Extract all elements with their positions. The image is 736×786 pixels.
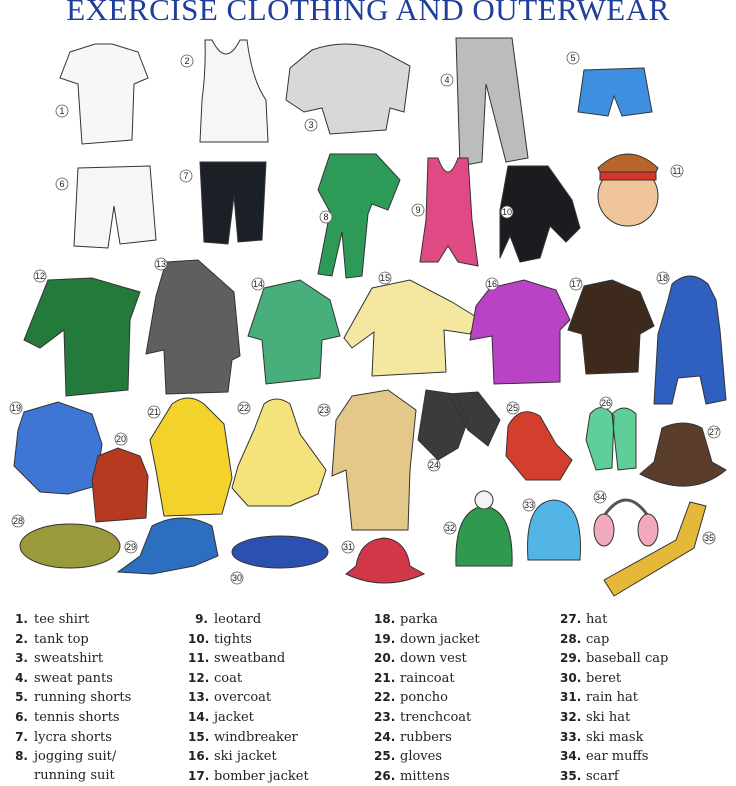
- svg-text:2: 2: [184, 56, 190, 66]
- legend-item: 21. raincoat: [374, 670, 455, 686]
- legend-item: 34. ear muffs: [560, 749, 649, 765]
- legend-item: 25. gloves: [374, 749, 443, 765]
- legend-item: 20. down vest: [374, 651, 467, 667]
- gloves-illustration: [506, 412, 572, 480]
- svg-text:9: 9: [415, 205, 421, 215]
- ski-hat-illustration: [456, 506, 512, 566]
- sweat-pants-illustration: [456, 38, 528, 166]
- legend-item: 35. scarf: [560, 768, 619, 784]
- legend-item: 31. rain hat: [560, 690, 638, 706]
- legend-item: 6. tennis shorts: [15, 709, 120, 725]
- legend-item: 32. ski hat: [560, 709, 631, 725]
- trenchcoat-illustration: [332, 390, 416, 530]
- coat-illustration: [24, 278, 140, 396]
- legend-item: 18. parka: [374, 612, 438, 627]
- svg-text:27: 27: [708, 427, 720, 437]
- svg-text:21: 21: [148, 407, 160, 417]
- legend-item: 33. ski mask: [560, 729, 644, 745]
- legend-item: 26. mittens: [374, 768, 450, 784]
- legend-item: 9. leotard: [195, 612, 262, 627]
- svg-text:28: 28: [12, 516, 24, 526]
- rubbers-illustration: [418, 390, 500, 460]
- legend-item: 13. overcoat: [188, 690, 272, 706]
- legend-column-2: [188, 610, 309, 786]
- svg-text:19: 19: [10, 403, 22, 413]
- svg-text:14: 14: [252, 279, 264, 289]
- svg-text:30: 30: [231, 573, 243, 583]
- svg-text:35: 35: [703, 533, 715, 543]
- windbreaker-illustration: [344, 280, 478, 376]
- legend-item: 22. poncho: [374, 690, 449, 706]
- legend-item: 28. cap: [560, 631, 610, 647]
- poncho-illustration: [232, 399, 326, 506]
- tank-top-illustration: [200, 40, 268, 142]
- bomber-jacket-illustration: [568, 280, 654, 374]
- svg-text:31: 31: [342, 542, 354, 552]
- legend-item: 30. beret: [560, 670, 622, 686]
- legend-item: 14. jacket: [188, 709, 254, 725]
- jacket-illustration: [248, 280, 340, 384]
- page-title: EXERCISE CLOTHING AND OUTERWEAR: [66, 0, 670, 27]
- overcoat-illustration: [146, 260, 240, 394]
- svg-text:32: 32: [444, 523, 456, 533]
- svg-text:13: 13: [155, 259, 167, 269]
- svg-text:17: 17: [570, 279, 582, 289]
- svg-text:18: 18: [657, 273, 669, 283]
- svg-text:3: 3: [308, 120, 314, 130]
- svg-text:7: 7: [183, 171, 189, 181]
- svg-text:1: 1: [59, 106, 65, 116]
- svg-text:8: 8: [323, 212, 329, 222]
- legend-item-continuation: running suit: [34, 767, 115, 783]
- mittens-illustration: [586, 407, 636, 470]
- ski-jacket-illustration: [470, 280, 570, 384]
- rain-hat-illustration: [346, 538, 424, 583]
- legend-item: 15. windbreaker: [188, 729, 298, 745]
- legend-item: 29. baseball cap: [560, 651, 669, 667]
- raincoat-illustration: [150, 398, 232, 516]
- legend-item: 27. hat: [560, 612, 608, 627]
- lycra-shorts-illustration: [200, 162, 266, 244]
- svg-text:20: 20: [115, 434, 127, 444]
- legend-item: 11. sweatband: [188, 651, 286, 667]
- parka-illustration: [654, 276, 726, 404]
- legend-column-4: [560, 610, 668, 786]
- legend-item: 4. sweat pants: [15, 670, 113, 686]
- svg-text:25: 25: [507, 403, 519, 413]
- down-vest-illustration: [92, 448, 148, 522]
- leotard-illustration: [420, 158, 478, 266]
- svg-text:6: 6: [59, 179, 65, 189]
- legend-column-3: [374, 610, 480, 786]
- svg-text:12: 12: [34, 271, 46, 281]
- legend-item: 8. jogging suit/: [15, 749, 117, 765]
- ski-mask-illustration: [528, 500, 581, 560]
- running-shorts-illustration: [578, 68, 652, 116]
- cap-illustration: [20, 524, 120, 568]
- legend-item: 23. trenchcoat: [374, 709, 472, 725]
- tee-shirt-illustration: [60, 44, 148, 144]
- scarf-illustration: [604, 502, 706, 596]
- svg-text:34: 34: [594, 492, 606, 502]
- legend-item: 5. running shorts: [15, 690, 132, 706]
- svg-text:33: 33: [523, 500, 535, 510]
- beret-illustration: [232, 536, 328, 568]
- svg-text:26: 26: [600, 398, 612, 408]
- legend-item: 16. ski jacket: [188, 749, 277, 765]
- sweatshirt-illustration: [286, 44, 410, 134]
- legend-item: 10. tights: [188, 631, 252, 647]
- legend-item: 7. lycra shorts: [15, 729, 112, 745]
- tennis-shorts-illustration: [74, 166, 156, 248]
- svg-text:5: 5: [570, 53, 576, 63]
- legend-item: 19. down jacket: [374, 631, 480, 647]
- svg-text:29: 29: [125, 542, 137, 552]
- svg-text:22: 22: [238, 403, 250, 413]
- svg-text:24: 24: [428, 460, 440, 470]
- legend-column-1: [8, 610, 131, 785]
- legend-item: 17. bomber jacket: [188, 768, 309, 784]
- svg-text:16: 16: [486, 279, 498, 289]
- legend-item: 12. coat: [188, 670, 243, 686]
- svg-text:4: 4: [444, 75, 450, 85]
- svg-text:23: 23: [318, 405, 330, 415]
- legend-item: 1. tee shirt: [15, 612, 90, 627]
- down-jacket-illustration: [14, 402, 102, 494]
- svg-text:11: 11: [672, 166, 682, 176]
- ear-muffs-illustration: [604, 500, 648, 516]
- legend-item: 3. sweatshirt: [15, 651, 104, 667]
- svg-text:15: 15: [379, 273, 391, 283]
- svg-text:10: 10: [501, 207, 513, 217]
- legend-item: 2. tank top: [15, 631, 89, 647]
- legend-item: 24. rubbers: [374, 729, 452, 745]
